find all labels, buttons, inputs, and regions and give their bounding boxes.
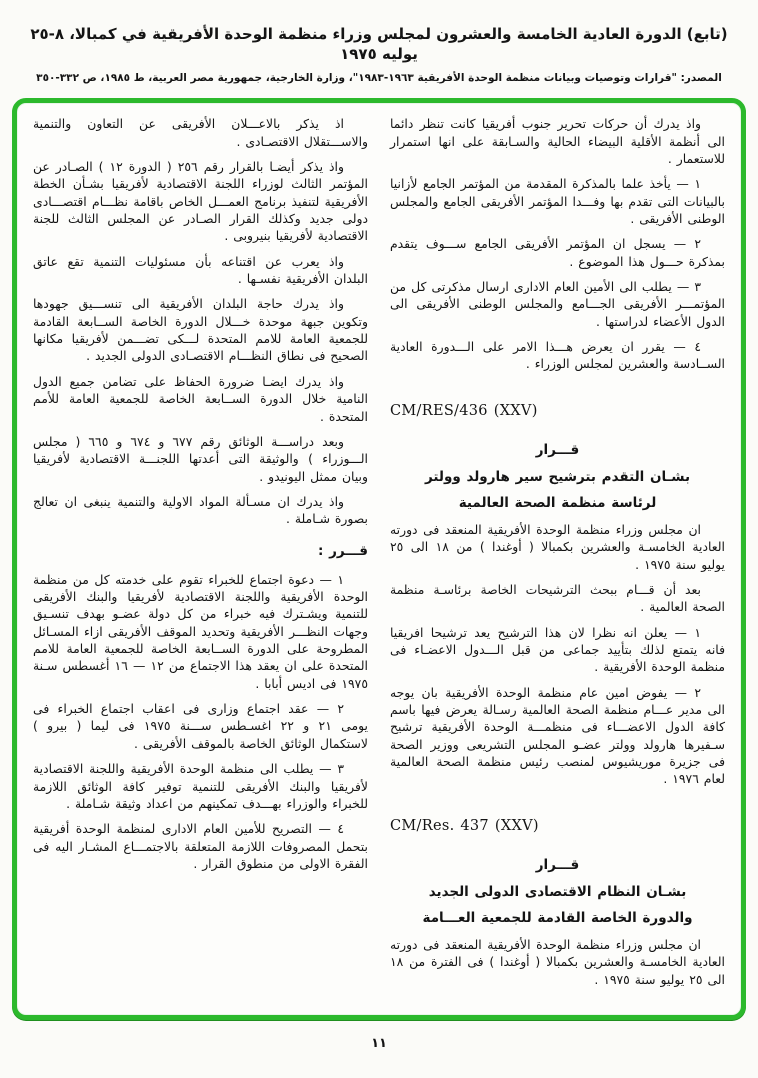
document-frame: [12, 98, 746, 1020]
resolution-heading: بشـان التقدم بترشيح سير هارولد وولتر: [424, 468, 691, 485]
paragraph: وبعد دراســـة الوثائق رقم ٦٧٧ و ٦٧٤ و ٦٦٥ ( مجلس الـــوزراء ) والوثيقة التى أعدتها اللجنـــة الاقتصادية لأفريقيا وبيان ممثل اليونيدو .: [33, 433, 368, 484]
numbered-clause: ٢ — يسجل ان المؤتمر الأفريقى الجامع ســـوف يتقدم بمذكرة حـــول هذا الموضوع .: [390, 236, 725, 269]
numbered-clause: ٤ — يقرر ان يعرض هـــذا الامر على الـــدورة العادية الســادسة والعشرين لمجلس الوزراء .: [390, 339, 725, 372]
paragraph: واذ يذكر أيضـا بالقرار رقم ٢٥٦ ( الدورة ١٢ ) الصـادر عن المؤتمر الثالث لوزراء اللجنة الاقتصادية لأفريقيا بشـأن الخطة الأفريقية لتنفيذ برنامج العمـــل الخاص باقامة نظـــام اقتصـــادى دولى جديد وكذلك القرار الصـادر عن المجلس الثالث للجنة الاقتصادية لأفريقيا بنيروبى .: [33, 158, 368, 244]
numbered-clause: ٢ — يفوض امين عام منظمة الوحدة الأفريقية بان يوجه الى مدير عـــام منظمة الصحة العالمية رسـالة يعرض فيها باسم كافة الدول الاعضـــاء فى منظمـــة الوحدة الأفريقية ترشيح سـفيرها هارولد وولتر عضـو المجلس التشريعى ووزير الصحة فى جزيرة موريشيوس لمنصب رئيس منظمة الصحة العالمية لعام ١٩٧٦ .: [390, 684, 725, 787]
numbered-clause: ٤ — التصريح للأمين العام الادارى لمنظمة الوحدة أفريقية بتحمل المصروفات اللازمة المتعلقة بالاجتمـــاع المشـار اليه فى الفقرة الاولى من منطوق القرار .: [33, 821, 368, 871]
resolution-ref: CM/RES/436 (XXV): [390, 402, 538, 419]
numbered-clause: ٣ — يطلب الى منظمة الوحدة الأفريقية واللجنة الاقتصادية لأفريقيا والبنك الأفريقى للتنمية توفير كافة الوثائق اللازمة للخبراء والوزراء بهـــدف تمكينهم من اعداد وثيقة شـاملة .: [33, 761, 368, 811]
paragraph: بعد أن قـــام ببحث الترشيحات الخاصة برئاسـة منظمة الصحة العالمية .: [390, 581, 725, 615]
resolution-heading: والدورة الخاصة القادمة للجمعية العـــامة: [422, 910, 693, 927]
decides-heading: قـــرر :: [318, 542, 368, 559]
header-session-title: (تابع) الدورة العادية الخامسة والعشرون لمجلس وزراء منظمة الوحدة الأفريقية في كمبالا، ٨-٢٥ يوليه ١٩٧٥: [30, 25, 728, 64]
resolution-ref: CM/Res. 437 (XXV): [390, 817, 539, 834]
numbered-clause: ١ — دعوة اجتماع للخبراء تقوم على خدمته كل من منظمة الوحدة الأفريقية واللجنة الاقتصادية لأفريقيا والبنك الأفريقى للتنمية ويشـترك فيه خبراء من كل دولة عضـو بهدف تنسـيق وجهات النظـــر الأفريقية وتحديد الموقف الأفريقى ازاء المسـائل المطروحة على الدورة الســابعة الخاصة للجمعية العامة للامم المتحدة على ان يعقد هذا الاجتماع من ١٢ — ١٦ أغسطس سـنة ١٩٧٥ فى اديس أبابا .: [33, 571, 368, 691]
resolution-heading: بشـان النظام الاقتصادى الدولى الجديد: [428, 883, 687, 900]
paragraph: واذ يعرب عن اقتناعه بأن مسئوليات التنمية تقع عاتق البلدان الأفريقية نفسـها .: [33, 253, 368, 287]
numbered-clause: ٣ — يطلب الى الأمين العام الادارى ارسال مذكرتى كل من المؤتمـــر الأفريقى الجـــامع والمجلس الوطنى الأفريقى الى الدول الأعضاء لدراستها .: [390, 279, 725, 329]
paragraph: واذ يدرك ايضـا ضرورة الحفاظ على تضامن جميع الدول النامية خلال الدورة الســابعة الخاصة للجمعية العامة للأمم المتحدة .: [33, 373, 368, 424]
header-source-line: المصدر: "قرارات وتوصيات وبيانات منظمة الوحدة الأفريقية ١٩٦٣-١٩٨٣"، وزارة الخارجية، جمهورية مصر العربية، ط ١٩٨٥، ص ٣٣٢-٣٥٠: [36, 71, 722, 84]
paragraph: ان مجلس وزراء منظمة الوحدة الأفريقية المنعقد فى دورته العادية الخامسـة والعشرين بكمبالا ( أوغندا ) فى الفترة من ١٨ الى ٢٥ يوليو سنة ١٩٧٥ .: [390, 936, 725, 987]
paragraph: واذ يدرك ان مسـألة المواد الاولية والتنمية ينبغى ان تعالج بصورة شـاملة .: [33, 493, 368, 527]
paragraph: واذ يدرك أن حركات تحرير جنوب أفريقيا كانت تنظر دائما الى أنظمة الأقلية البيضاء الحالية والسـابقة على انها استمرار للاستعمار .: [390, 116, 725, 166]
resolution-heading: قـــرار: [535, 857, 580, 874]
document-header: [0, 0, 758, 85]
page-number: ١١: [371, 1036, 387, 1052]
column-left: [33, 115, 368, 1005]
numbered-clause: ١ — يأخذ علما بالمذكرة المقدمة من المؤتمر الجامع لأزانيا بالبيانات التى تقدم بها وفـــدا المؤتمر الأفريقى الجامع والمجلس الوطنى الأفريقى .: [390, 176, 725, 226]
resolution-heading: لرئاسة منظمة الصحة العالمية: [458, 495, 657, 512]
numbered-clause: ٢ — عقد اجتماع وزارى فى اعقاب اجتماع الخبراء فى يومى ٢١ و ٢٢ اغسـطس ســـنة ١٩٧٥ فى ليما ( بيرو ) لاستكمال الوثائق الخاصة بالموقف الأفريقى .: [33, 701, 368, 751]
resolution-heading: قـــرار: [535, 442, 580, 459]
column-right: [390, 115, 725, 1005]
paragraph: واذ يدرك حاجة البلدان الأفريقية الى تنســـيق جهودها وتكوين جبهة موحدة خـــلال الدورة الخاصة الســابعة القادمة للجمعية العامة للامم المتحدة لـــكى تضـــمن لأفريقيا مكانها الصحيح فى نطاق النظـــام الاقتصـادى الدولى الجديد .: [33, 296, 368, 364]
paragraph: ان مجلس وزراء منظمة الوحدة الأفريقية المنعقد فى دورته العادية الخامسـة والعشرين بكمبالا ( أوغندا ) من ١٨ الى ٢٥ يوليو سنة ١٩٧٥ .: [390, 521, 725, 572]
numbered-clause: ١ — يعلن انه نظرا لان هذا الترشيح يعد ترشيحا افريقيا فانه يتمتع لذلك بتأييد جماعى من قبل الـــدول الاعضـاء فى منظمة الوحدة الأفريقية .: [390, 624, 725, 675]
paragraph: اذ يذكر بالاعـــلان الأفريقى عن التعاون والتنمية والاســـتقلال الاقتصـادى .: [33, 116, 368, 149]
